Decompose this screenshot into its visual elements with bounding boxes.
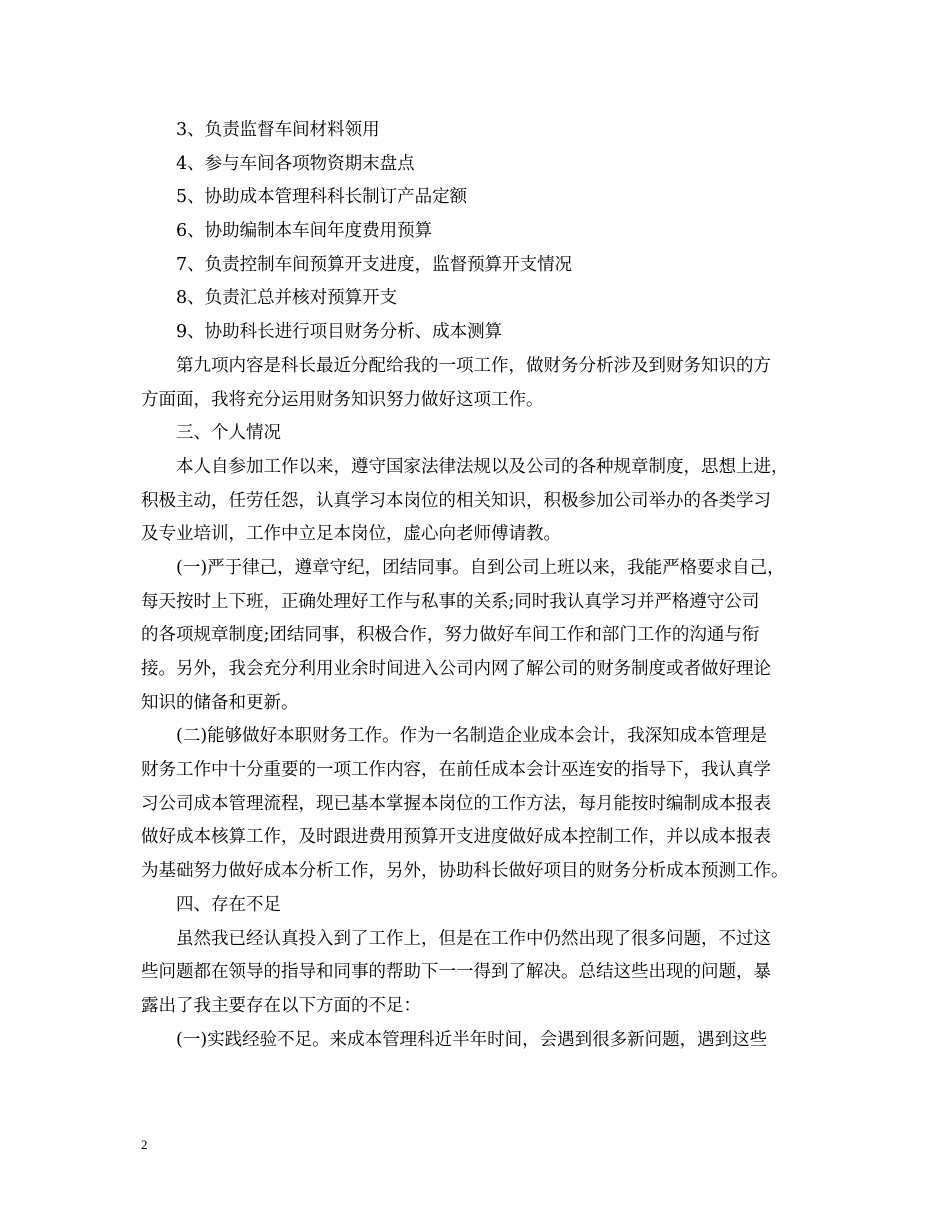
text-line: 四、存在不足: [176, 894, 281, 915]
text-line: 5、协助成本管理科科长制订产品定额: [176, 187, 468, 208]
text-line: 的各项规章制度;团结同事，积极合作，努力做好车间工作和部门工作的沟通与衔: [141, 625, 760, 646]
text-line: 习公司成本管理流程，现已基本掌握本岗位的工作方法，每月能按时编制成本报表: [141, 793, 771, 814]
text-line: 做好成本核算工作，及时跟进费用预算开支进度做好成本控制工作，并以成本报表: [141, 827, 771, 848]
text-line: (一)严于律己，遵章守纪，团结同事。自到公司上班以来，我能严格要求自己，: [176, 557, 785, 578]
text-line: 每天按时上下班，正确处理好工作与私事的关系;同时我认真学习并严格遵守公司: [141, 591, 760, 612]
text-line: (二)能够做好本职财务工作。作为一名制造企业成本会计，我深知成本管理是: [176, 726, 768, 747]
text-line: 露出了我主要存在以下方面的不足：: [141, 995, 421, 1016]
text-line: 虽然我已经认真投入到了工作上，但是在工作中仍然出现了很多问题，不过这: [176, 928, 771, 949]
text-line: 7、负责控制车间预算开支进度，监督预算开支情况: [176, 254, 573, 275]
text-line: 知识的储备和更新。: [141, 692, 299, 713]
text-line: 8、负责汇总并核对预算开支: [176, 288, 398, 309]
text-line: 接。另外，我会充分利用业余时间进入公司内网了解公司的财务制度或者做好理论: [141, 659, 771, 679]
text-line: 9、协助科长进行项目财务分析、成本测算: [176, 322, 503, 343]
text-line: 6、协助编制本车间年度费用预算: [176, 221, 433, 242]
text-line: 积极主动，任劳任怨，认真学习本岗位的相关知识，积极参加公司举办的各类学习: [141, 490, 771, 511]
text-line: 第九项内容是科长最近分配给我的一项工作，做财务分析涉及到财务知识的方: [176, 355, 771, 376]
document-body: [141, 114, 821, 1057]
text-line: 及专业培训，工作中立足本岗位，虚心向老师傅请教。: [141, 524, 561, 545]
page-number: 2: [141, 1137, 148, 1152]
text-line: (一)实践经验不足。来成本管理科近半年时间，会遇到很多新问题，遇到这些: [176, 1029, 768, 1050]
text-line: 财务工作中十分重要的一项工作内容，在前任成本会计巫连安的指导下，我认真学: [141, 760, 771, 781]
text-line: 三、个人情况: [176, 423, 281, 444]
text-line: 4、参与车间各项物资期末盘点: [176, 153, 415, 174]
text-line: 3、负责监督车间材料领用: [176, 120, 380, 140]
text-line: 些问题都在领导的指导和同事的帮助下一一得到了解决。总结这些出现的问题，暴: [141, 962, 771, 983]
text-line: 为基础努力做好成本分析工作，另外，协助科长做好项目的财务分析成本预测工作。: [141, 861, 789, 882]
text-line: 方面面，我将充分运用财务知识努力做好这项工作。: [141, 389, 544, 410]
text-line: 本人自参加工作以来，遵守国家法律法规以及公司的各种规章制度，思想上进，: [176, 456, 789, 477]
